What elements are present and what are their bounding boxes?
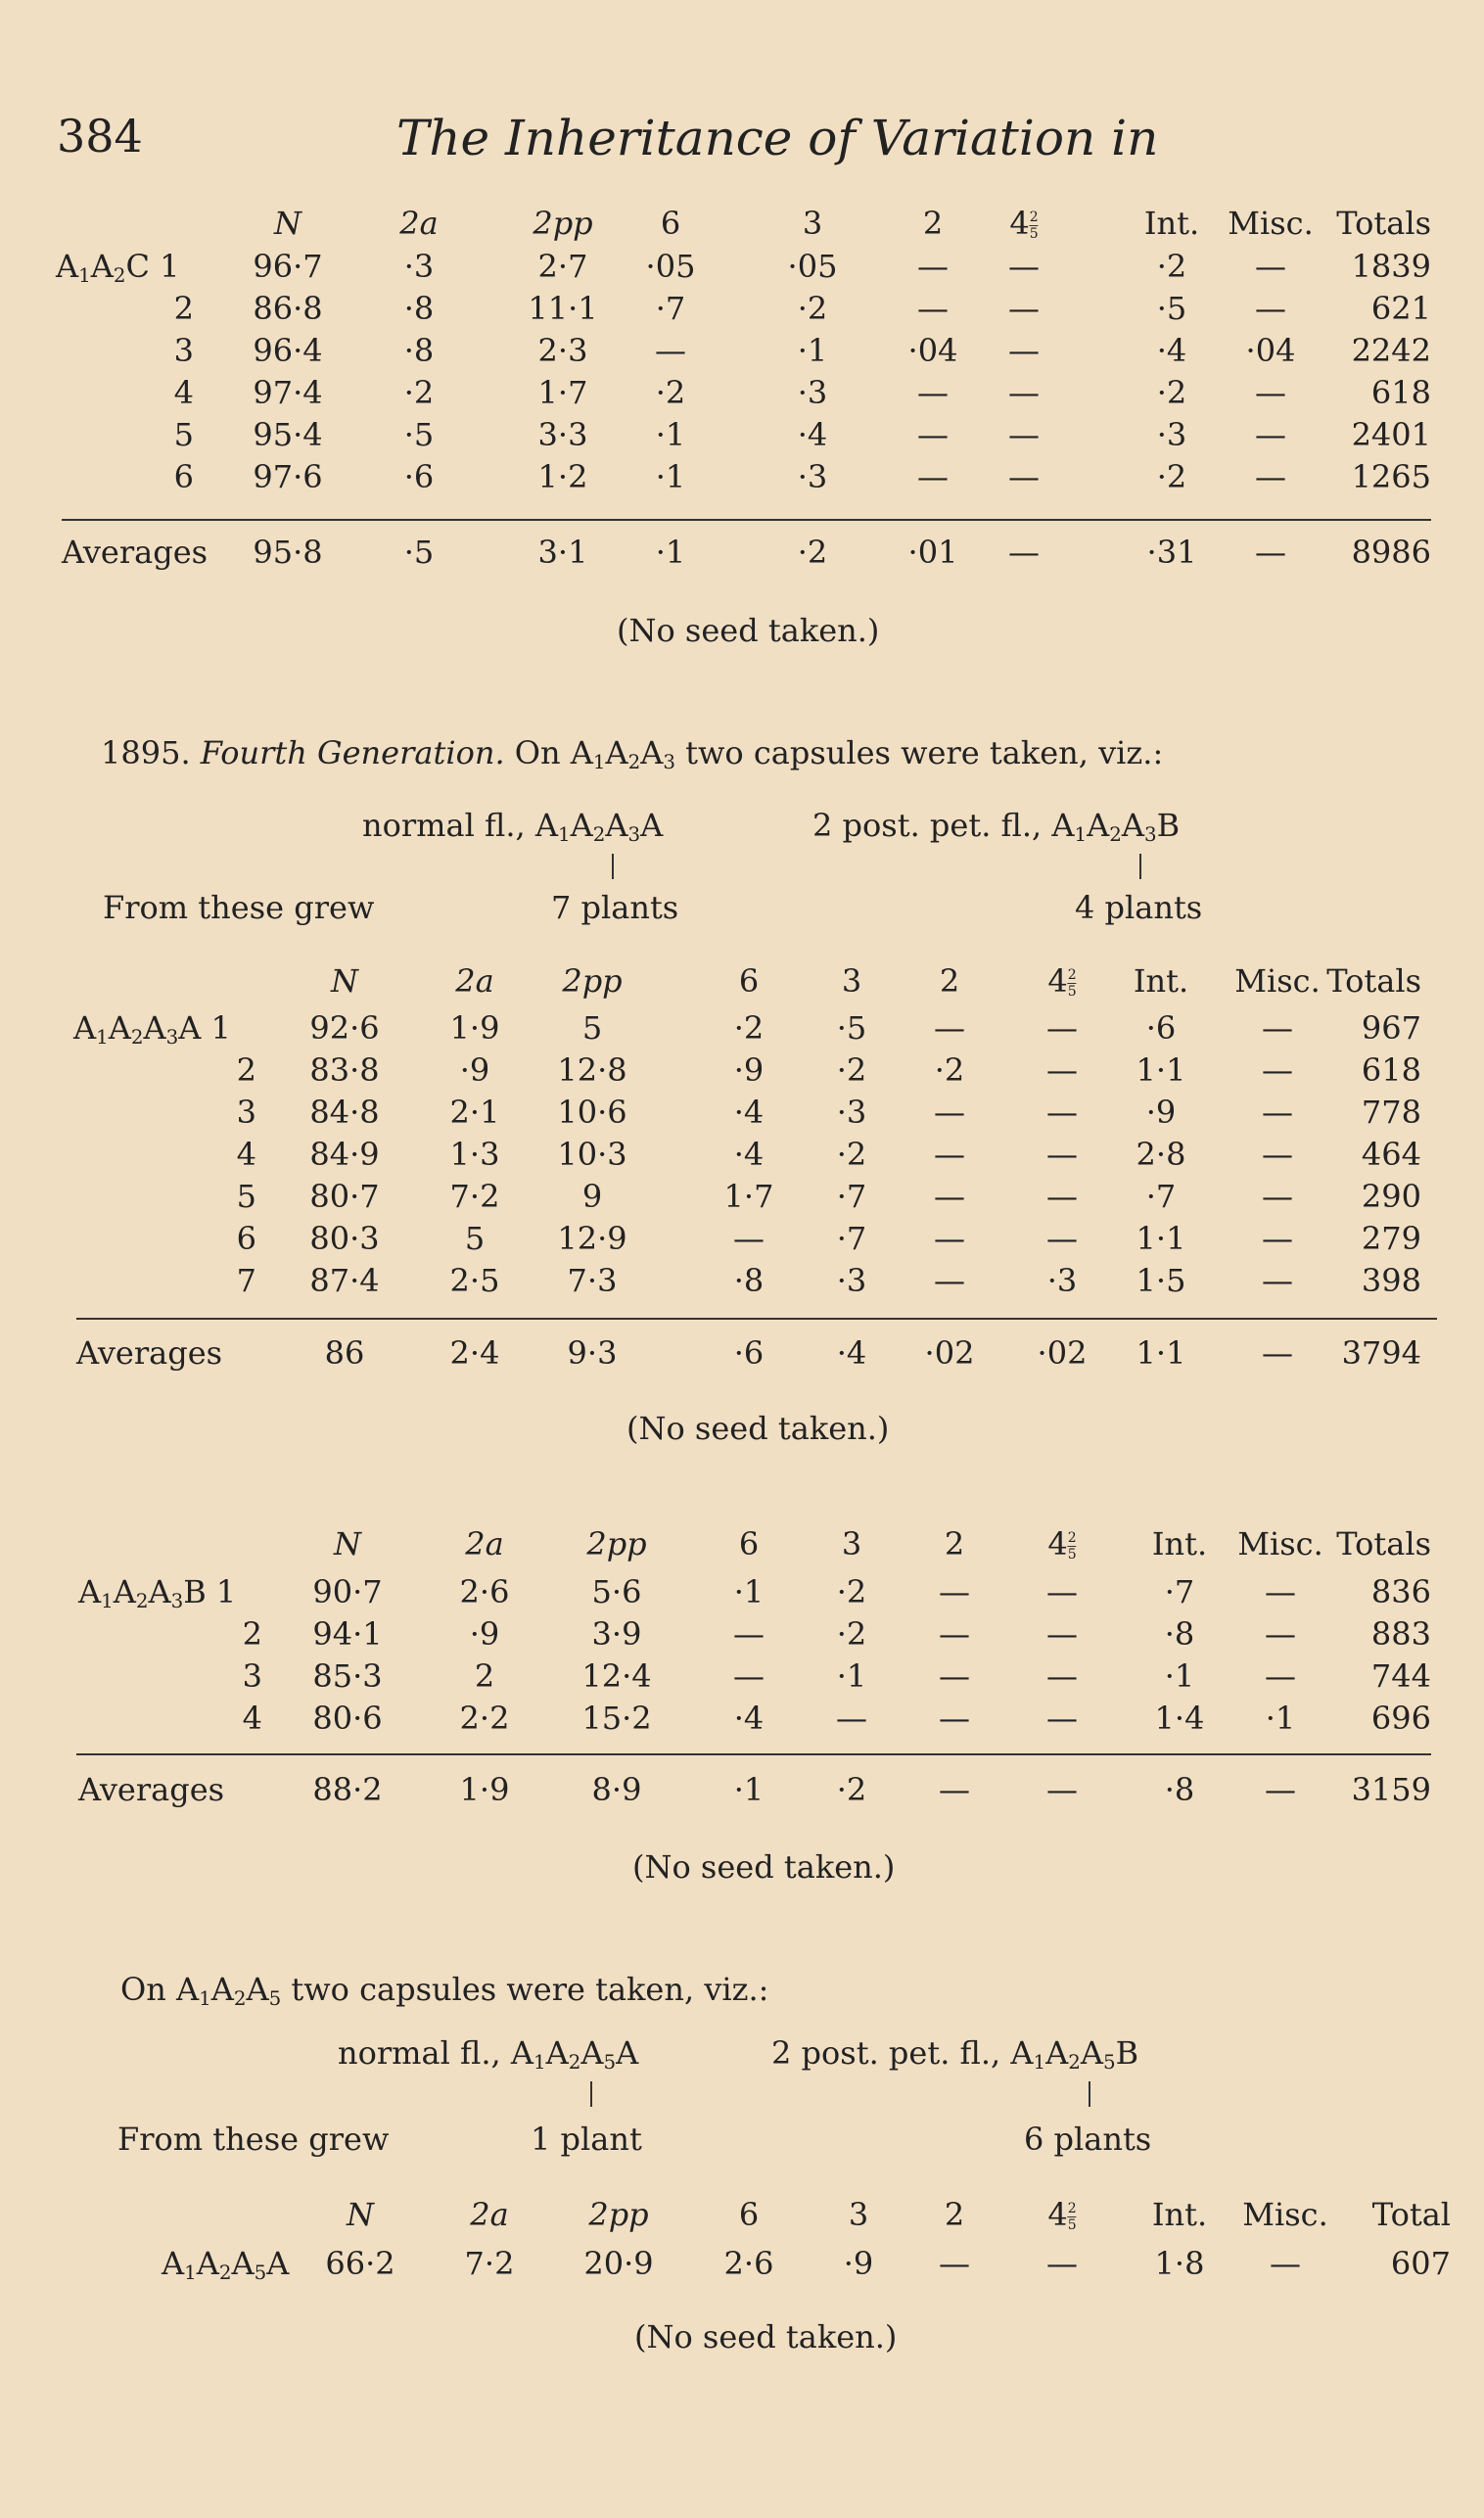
avg-2: ·02 — [924, 1334, 975, 1372]
col-header-2: 2 — [922, 205, 944, 242]
cell-misc: — — [1262, 1094, 1293, 1131]
cell-misc: — — [1265, 1657, 1296, 1695]
cell-totals: 279 — [1361, 1220, 1421, 1257]
page-number: 384 — [57, 110, 143, 163]
cell-2pp: 5·6 — [591, 1573, 642, 1610]
cell-2pp: 3·3 — [537, 416, 588, 453]
cell-2a: 5 — [464, 1220, 486, 1257]
cell-misc: — — [1255, 416, 1286, 453]
cell-2pp: 10·6 — [557, 1094, 627, 1131]
cell-totals: 696 — [1370, 1700, 1431, 1737]
cell-misc: — — [1262, 1136, 1293, 1173]
avg-2: — — [939, 1771, 970, 1808]
col-header-misc: Misc. — [1234, 962, 1321, 1000]
cell-n: 90·7 — [312, 1573, 383, 1610]
cell-n: 87·4 — [309, 1262, 380, 1299]
cell-int: 1·5 — [1136, 1262, 1186, 1299]
avg-6: ·6 — [733, 1334, 765, 1372]
cell-n: 66·2 — [325, 2245, 395, 2282]
cell-2: — — [934, 1178, 965, 1215]
cell-int: ·7 — [1164, 1573, 1195, 1610]
cell-2pp: 12·9 — [557, 1220, 627, 1257]
col-header-2: 2 — [939, 962, 960, 1000]
cell-3: ·5 — [836, 1009, 867, 1047]
cell-n: 80·7 — [309, 1178, 380, 1215]
col-header-3: 3 — [841, 1525, 862, 1562]
cell-totals: 967 — [1361, 1009, 1421, 1047]
branch-line-right — [1139, 854, 1141, 879]
row-label: $A_1A_2A_3B$ 1 — [78, 1573, 237, 1612]
cell-2pp: 12·4 — [581, 1657, 652, 1695]
cell-6: ·7 — [655, 290, 686, 327]
cell-n: 84·9 — [309, 1136, 380, 1173]
avg-2pp: 9·3 — [567, 1334, 618, 1372]
cell-2a: ·9 — [469, 1615, 500, 1653]
cell-2pp: 15·2 — [581, 1700, 652, 1737]
cell-totals: 883 — [1370, 1615, 1431, 1653]
avg-3: ·2 — [797, 534, 828, 571]
section-a1a2a5-intro: On $A_1A_2A_5$ two capsules were taken, viz.: — [120, 1971, 769, 2010]
cell-3: ·2 — [836, 1051, 867, 1089]
row-label: 2 — [236, 1051, 256, 1089]
cell-6: — — [733, 1657, 765, 1695]
cell-3: ·9 — [843, 2245, 874, 2282]
year: 1895. — [101, 734, 191, 771]
cell-2: — — [939, 1615, 970, 1653]
cell-4-2-5: — — [1008, 248, 1040, 285]
col-header-int: Int. — [1143, 205, 1200, 242]
cell-misc: — — [1262, 1009, 1293, 1047]
cell-6: 2·6 — [723, 2245, 774, 2282]
col-header-misc: Misc. — [1228, 205, 1314, 242]
cell-3: ·05 — [787, 248, 838, 285]
cell-2: ·2 — [934, 1051, 965, 1089]
cell-6: ·1 — [733, 1573, 765, 1610]
row-label: 3 — [236, 1094, 256, 1131]
col-header-2a: 2a — [470, 2196, 509, 2233]
cell-misc: — — [1255, 458, 1286, 495]
col-header-2pp: 2pp — [588, 2196, 649, 2233]
cell-n: 96·4 — [253, 332, 323, 369]
avg-2pp: 8·9 — [591, 1771, 642, 1808]
cell-3: ·2 — [836, 1136, 867, 1173]
cell-misc: — — [1265, 1615, 1296, 1653]
cell-misc: — — [1255, 290, 1286, 327]
cell-3: ·2 — [836, 1615, 867, 1653]
cell-6: ·4 — [733, 1136, 765, 1173]
cell-totals: 290 — [1361, 1178, 1421, 1215]
cell-int: 2·8 — [1136, 1136, 1186, 1173]
cell-misc: ·04 — [1245, 332, 1296, 369]
row-label: 2 — [173, 290, 194, 327]
row-label: 5 — [173, 416, 194, 453]
row-label: 2 — [242, 1615, 262, 1653]
cell-n: 84·8 — [309, 1094, 380, 1131]
table-rule — [62, 519, 1431, 521]
col-header-int: Int. — [1151, 1525, 1208, 1562]
cell-n: 97·4 — [253, 374, 323, 411]
cell-2pp: 7·3 — [567, 1262, 618, 1299]
cell-4-2-5: — — [1046, 1051, 1078, 1089]
col-header-misc: Misc. — [1237, 1525, 1323, 1562]
avg-totals: 3159 — [1351, 1771, 1431, 1808]
cell-int: 1·1 — [1136, 1051, 1186, 1089]
no-seed-note: (No seed taken.) — [617, 612, 880, 649]
cell-n: 86·8 — [253, 290, 323, 327]
col-header-int: Int. — [1133, 962, 1189, 1000]
averages-label: Averages — [76, 1334, 223, 1372]
avg-int: 1·1 — [1136, 1334, 1186, 1372]
cell-totals: 778 — [1361, 1094, 1421, 1131]
col-header-3: 3 — [848, 2196, 869, 2233]
avg-totals: 8986 — [1351, 534, 1431, 571]
cell-n: 80·6 — [312, 1700, 383, 1737]
cell-6: — — [733, 1615, 765, 1653]
cell-3: ·3 — [836, 1094, 867, 1131]
branch-line-right-2 — [1089, 2081, 1090, 2107]
cell-2pp: 3·9 — [591, 1615, 642, 1653]
cell-4-2-5: — — [1008, 290, 1040, 327]
avg-int: ·8 — [1164, 1771, 1195, 1808]
cell-int: ·2 — [1156, 374, 1187, 411]
cell-n: 83·8 — [309, 1051, 380, 1089]
row-label: 3 — [242, 1657, 262, 1695]
right-capsule-label: 2 post. pet. fl., $A_1A_2A_3B$ — [812, 807, 1181, 846]
cell-totals: 621 — [1370, 290, 1431, 327]
averages-label: Averages — [78, 1771, 225, 1808]
col-header-2: 2 — [944, 1525, 965, 1562]
cell-2: — — [934, 1094, 965, 1131]
cell-6: ·4 — [733, 1094, 765, 1131]
avg-misc: — — [1255, 534, 1286, 571]
avg-4-2-5: ·02 — [1037, 1334, 1088, 1372]
cell-int: ·8 — [1164, 1615, 1195, 1653]
cell-3: ·1 — [797, 332, 828, 369]
cell-totals: 836 — [1370, 1573, 1431, 1610]
cell-6: ·1 — [655, 458, 686, 495]
cell-n: 97·6 — [253, 458, 323, 495]
cell-6: — — [733, 1220, 765, 1257]
cell-2pp: 2·3 — [537, 332, 588, 369]
row-label: 6 — [173, 458, 194, 495]
col-header-4-2-5: 4 $\frac{2}{5}$ — [1009, 205, 1039, 242]
cell-2a: 2·1 — [449, 1094, 500, 1131]
cell-3: ·4 — [797, 416, 828, 453]
cell-4-2-5: — — [1008, 374, 1040, 411]
cell-6: ·9 — [733, 1051, 765, 1089]
cell-int: ·5 — [1156, 290, 1187, 327]
section-fourth-generation-intro — [101, 734, 1163, 771]
avg-n: 88·2 — [312, 1771, 383, 1808]
cell-n: 92·6 — [309, 1009, 380, 1047]
cell-2pp: 2·7 — [537, 248, 588, 285]
cell-misc: — — [1262, 1051, 1293, 1089]
cell-misc: — — [1255, 248, 1286, 285]
avg-2a: 1·9 — [459, 1771, 510, 1808]
col-header-int: Int. — [1151, 2196, 1208, 2233]
cell-4-2-5: — — [1046, 1136, 1078, 1173]
no-seed-note: (No seed taken.) — [634, 2318, 898, 2355]
cell-int: ·3 — [1156, 416, 1187, 453]
cell-6: ·2 — [655, 374, 686, 411]
generation-label: Fourth Generation. — [200, 734, 505, 771]
cell-6: ·05 — [645, 248, 696, 285]
cell-int: ·2 — [1156, 248, 1187, 285]
cell-4-2-5: — — [1046, 1094, 1078, 1131]
cell-2a: 2·5 — [449, 1262, 500, 1299]
col-header-2a: 2a — [465, 1525, 504, 1562]
cell-2a: 2 — [474, 1657, 495, 1695]
cell-misc: — — [1262, 1262, 1293, 1299]
cell-3: ·3 — [797, 374, 828, 411]
col-header-n: N — [347, 2196, 374, 2233]
avg-n: 86 — [324, 1334, 365, 1372]
cell-3: ·2 — [797, 290, 828, 327]
cell-misc: — — [1262, 1178, 1293, 1215]
avg-2: ·01 — [907, 534, 958, 571]
cell-2: — — [939, 1573, 970, 1610]
right-plants-2: 6 plants — [1024, 2121, 1152, 2158]
col-header-6: 6 — [738, 1525, 760, 1562]
cell-4-2-5: — — [1046, 1615, 1078, 1653]
branch-line-left-2 — [590, 2081, 592, 2107]
cell-misc: ·1 — [1265, 1700, 1296, 1737]
col-header-2pp: 2pp — [562, 962, 623, 1000]
from-these-grew: From these grew — [103, 889, 375, 926]
cell-4-2-5: — — [1046, 1009, 1078, 1047]
branch-line-left — [612, 854, 614, 879]
cell-4-2-5: — — [1046, 1220, 1078, 1257]
cell-int: ·9 — [1145, 1094, 1177, 1131]
cell-misc: — — [1255, 374, 1286, 411]
cell-2pp: 12·8 — [557, 1051, 627, 1089]
cell-2: — — [934, 1136, 965, 1173]
avg-4-2-5: — — [1046, 1771, 1078, 1808]
col-header-totals: Totals — [1326, 962, 1421, 1000]
cell-6: — — [655, 332, 686, 369]
right-plants: 4 plants — [1075, 889, 1203, 926]
row-label: 3 — [173, 332, 194, 369]
cell-n: 85·3 — [312, 1657, 383, 1695]
cell-totals: 2401 — [1351, 416, 1431, 453]
avg-3: ·2 — [836, 1771, 867, 1808]
cell-n: 95·4 — [253, 416, 323, 453]
cell-6: ·4 — [733, 1700, 765, 1737]
cell-n: 94·1 — [312, 1615, 383, 1653]
intro-rest: On $A_1A_2A_3$ two capsules were taken, viz.: — [514, 734, 1164, 773]
cell-2: — — [917, 374, 949, 411]
row-label: 5 — [236, 1178, 256, 1215]
cell-6: ·1 — [655, 416, 686, 453]
cell-2: ·04 — [907, 332, 958, 369]
cell-2pp: 1·2 — [537, 458, 588, 495]
cell-2a: 2·6 — [459, 1573, 510, 1610]
col-header-totals: Totals — [1336, 205, 1431, 242]
col-header-totals: Totals — [1336, 1525, 1431, 1562]
avg-6: ·1 — [733, 1771, 765, 1808]
cell-int: ·7 — [1145, 1178, 1177, 1215]
cell-totals: 744 — [1370, 1657, 1431, 1695]
cell-3: ·2 — [836, 1573, 867, 1610]
avg-misc: — — [1265, 1771, 1296, 1808]
cell-6: ·2 — [733, 1009, 765, 1047]
cell-2a: ·3 — [403, 248, 435, 285]
cell-3: ·7 — [836, 1178, 867, 1215]
cell-2pp: 1·7 — [537, 374, 588, 411]
cell-2pp: 10·3 — [557, 1136, 627, 1173]
cell-2: — — [939, 1700, 970, 1737]
cell-3: ·7 — [836, 1220, 867, 1257]
cell-2: — — [934, 1262, 965, 1299]
cell-totals: 618 — [1361, 1051, 1421, 1089]
cell-2a: ·8 — [403, 332, 435, 369]
col-header-2a: 2a — [455, 962, 494, 1000]
avg-2pp: 3·1 — [537, 534, 588, 571]
cell-2: — — [934, 1009, 965, 1047]
avg-2a: 2·4 — [449, 1334, 500, 1372]
cell-2: — — [917, 416, 949, 453]
cell-3: ·1 — [836, 1657, 867, 1695]
cell-int: ·1 — [1164, 1657, 1195, 1695]
cell-4-2-5: — — [1046, 2245, 1078, 2282]
cell-4-2-5: — — [1046, 1573, 1078, 1610]
col-header-3: 3 — [802, 205, 823, 242]
row-label: $A_1A_2A_5A$ — [162, 2245, 290, 2284]
row-label: 4 — [236, 1136, 256, 1173]
cell-3: ·3 — [797, 458, 828, 495]
row-label: $A_1A_2A_3A$ 1 — [73, 1009, 231, 1049]
from-these-grew-2: From these grew — [117, 2121, 390, 2158]
cell-2pp: 9 — [581, 1178, 603, 1215]
cell-totals: 398 — [1361, 1262, 1421, 1299]
col-header-n: N — [274, 205, 301, 242]
avg-n: 95·8 — [253, 534, 323, 571]
cell-2pp: 20·9 — [583, 2245, 654, 2282]
col-header-2a: 2a — [399, 205, 439, 242]
col-header-4-2-5: 4 $\frac{2}{5}$ — [1047, 962, 1077, 1000]
col-header-misc: Misc. — [1242, 2196, 1328, 2233]
cell-int: ·2 — [1156, 458, 1187, 495]
cell-totals: 1265 — [1351, 458, 1431, 495]
cell-4-2-5: — — [1008, 416, 1040, 453]
cell-4-2-5: — — [1046, 1700, 1078, 1737]
cell-n: 96·7 — [253, 248, 323, 285]
cell-2a: ·9 — [459, 1051, 490, 1089]
avg-2a: ·5 — [403, 534, 435, 571]
left-plants-2: 1 plant — [531, 2121, 642, 2158]
col-header-4-2-5: 4 $\frac{2}{5}$ — [1047, 1525, 1077, 1562]
cell-2: — — [939, 2245, 970, 2282]
cell-3: — — [836, 1700, 867, 1737]
avg-misc: — — [1262, 1334, 1293, 1372]
right-capsule-label-2: 2 post. pet. fl., $A_1A_2A_5B$ — [771, 2034, 1139, 2074]
no-seed-note: (No seed taken.) — [632, 1848, 896, 1886]
cell-3: ·3 — [836, 1262, 867, 1299]
row-label: 4 — [173, 374, 194, 411]
cell-2: — — [934, 1220, 965, 1257]
cell-int: 1·1 — [1136, 1220, 1186, 1257]
cell-2a: 7·2 — [449, 1178, 500, 1215]
cell-n: 80·3 — [309, 1220, 380, 1257]
cell-2a: ·2 — [403, 374, 435, 411]
cell-totals: 1839 — [1351, 248, 1431, 285]
avg-3: ·4 — [836, 1334, 867, 1372]
row-label: 6 — [236, 1220, 256, 1257]
cell-misc: — — [1265, 1573, 1296, 1610]
table-rule — [76, 1318, 1437, 1320]
col-header-6: 6 — [660, 205, 681, 242]
cell-totals: 2242 — [1351, 332, 1431, 369]
col-header-3: 3 — [841, 962, 862, 1000]
cell-int: 1·8 — [1154, 2245, 1205, 2282]
cell-4-2-5: — — [1008, 458, 1040, 495]
cell-totals: 607 — [1390, 2245, 1451, 2282]
col-header-2pp: 2pp — [586, 1525, 647, 1562]
row-label: $A_1A_2C$ 1 — [56, 248, 180, 287]
col-header-6: 6 — [738, 962, 760, 1000]
cell-int: 1·4 — [1154, 1700, 1205, 1737]
cell-2a: ·6 — [403, 458, 435, 495]
avg-totals: 3794 — [1341, 1334, 1421, 1372]
cell-4-2-5: — — [1046, 1657, 1078, 1695]
cell-2pp: 5 — [581, 1009, 603, 1047]
row-label: 4 — [242, 1700, 262, 1737]
cell-4-2-5: — — [1046, 1178, 1078, 1215]
col-header-2pp: 2pp — [533, 205, 593, 242]
cell-totals: 618 — [1370, 374, 1431, 411]
row-label: 7 — [236, 1262, 256, 1299]
cell-4-2-5: — — [1008, 332, 1040, 369]
avg-6: ·1 — [655, 534, 686, 571]
cell-2: — — [917, 290, 949, 327]
cell-6: ·8 — [733, 1262, 765, 1299]
cell-int: ·4 — [1156, 332, 1187, 369]
table-rule — [76, 1753, 1431, 1755]
no-seed-note: (No seed taken.) — [626, 1410, 890, 1447]
cell-2a: 7·2 — [464, 2245, 515, 2282]
cell-int: ·6 — [1145, 1009, 1177, 1047]
cell-2: — — [917, 248, 949, 285]
page-title: The Inheritance of Variation in — [396, 110, 1159, 166]
col-header-totals: Total — [1371, 2196, 1451, 2233]
cell-totals: 464 — [1361, 1136, 1421, 1173]
left-capsule-label: normal fl., $A_1A_2A_3A$ — [362, 807, 664, 846]
cell-2pp: 11·1 — [528, 290, 598, 327]
cell-misc: — — [1270, 2245, 1301, 2282]
cell-2a: ·5 — [403, 416, 435, 453]
averages-label: Averages — [62, 534, 209, 571]
col-header-6: 6 — [738, 2196, 760, 2233]
cell-2: — — [939, 1657, 970, 1695]
cell-2a: 1·9 — [449, 1009, 500, 1047]
avg-4-2-5: — — [1008, 534, 1040, 571]
col-header-2: 2 — [944, 2196, 965, 2233]
cell-2a: 2·2 — [459, 1700, 510, 1737]
cell-2: — — [917, 458, 949, 495]
cell-6: 1·7 — [723, 1178, 774, 1215]
cell-misc: — — [1262, 1220, 1293, 1257]
left-capsule-label-2: normal fl., $A_1A_2A_5A$ — [338, 2034, 639, 2074]
cell-2a: 1·3 — [449, 1136, 500, 1173]
col-header-n: N — [331, 962, 358, 1000]
col-header-4-2-5: 4 $\frac{2}{5}$ — [1047, 2196, 1077, 2233]
left-plants: 7 plants — [551, 889, 679, 926]
cell-2a: ·8 — [403, 290, 435, 327]
col-header-n: N — [334, 1525, 361, 1562]
cell-4-2-5: ·3 — [1046, 1262, 1078, 1299]
avg-int: ·31 — [1146, 534, 1197, 571]
